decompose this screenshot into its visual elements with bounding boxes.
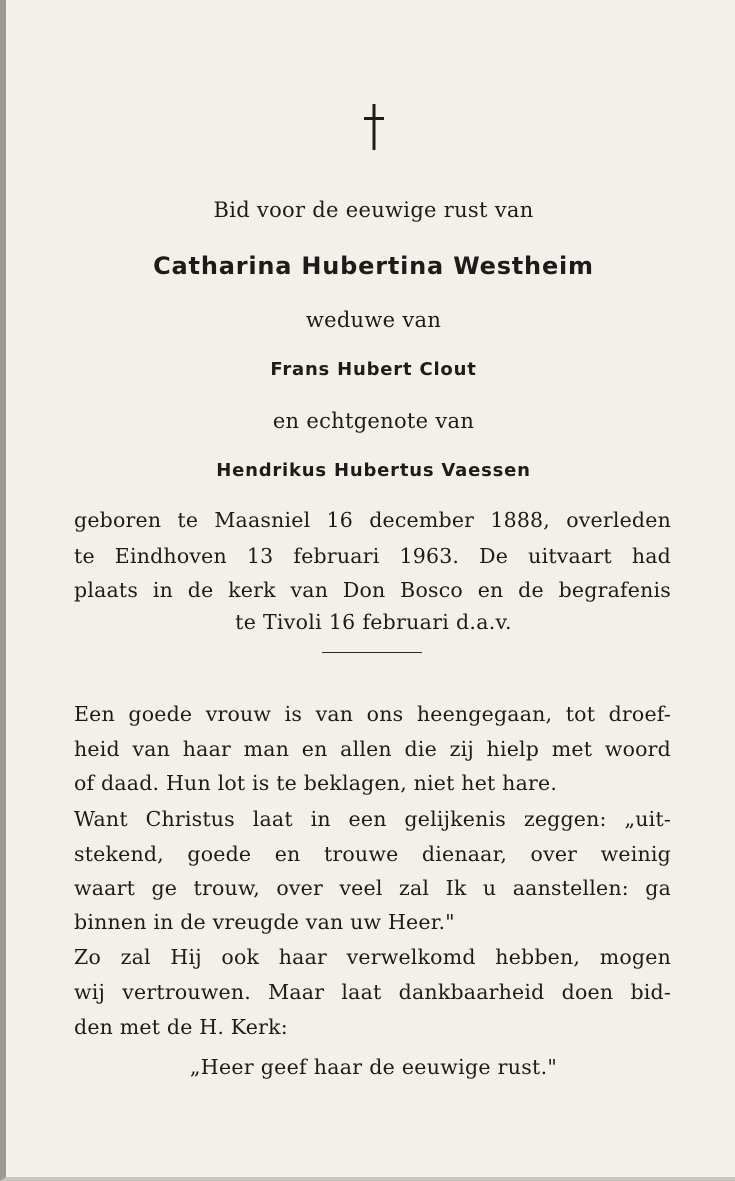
text-line: Een goede vrouw is van ons heengegaan, tot droef- [74,702,671,726]
relation-wife: en echtgenote van [272,409,475,433]
text-line: den met de H. Kerk: [74,1015,288,1039]
first-spouse-name: Frans Hubert Clout [270,359,477,380]
text-line: heid van haar man en allen die zij hielp met woord [74,737,671,761]
deceased-name: Catharina Hubertina Westheim [153,252,594,280]
closing-prayer: „Heer geef haar de eeuwige rust." [189,1055,558,1079]
text-line: stekend, goede en trouwe dienaar, over weinig [74,842,671,866]
divider-line [322,652,422,653]
text-line: of daad. Hun lot is te beklagen, niet het hare. [74,771,558,795]
prayer-intro: Bid voor de eeuwige rust van [213,198,534,222]
bio-line: geboren te Maasniel 16 december 1888, overleden [74,508,671,532]
cross-icon [6,104,735,154]
text-line: binnen in de vreugde van uw Heer." [74,910,455,934]
bio-line: te Eindhoven 13 februari 1963. De uitvaart had [74,544,671,568]
text-line: wij vertrouwen. Maar laat dankbaarheid doen bid- [74,980,671,1004]
text-line: Zo zal Hij ook haar verwelkomd hebben, mogen [74,945,671,969]
relation-widow: weduwe van [305,308,442,332]
bio-line: plaats in de kerk van Don Bosco en de begrafenis [74,578,671,602]
bio-line: te Tivoli 16 februari d.a.v. [235,610,512,634]
text-line: Want Christus laat in een gelijkenis zeggen: „uit- [74,807,671,831]
second-spouse-name: Hendrikus Hubertus Vaessen [216,460,531,481]
text-line: waart ge trouw, over veel zal Ik u aanstellen: ga [74,876,671,900]
